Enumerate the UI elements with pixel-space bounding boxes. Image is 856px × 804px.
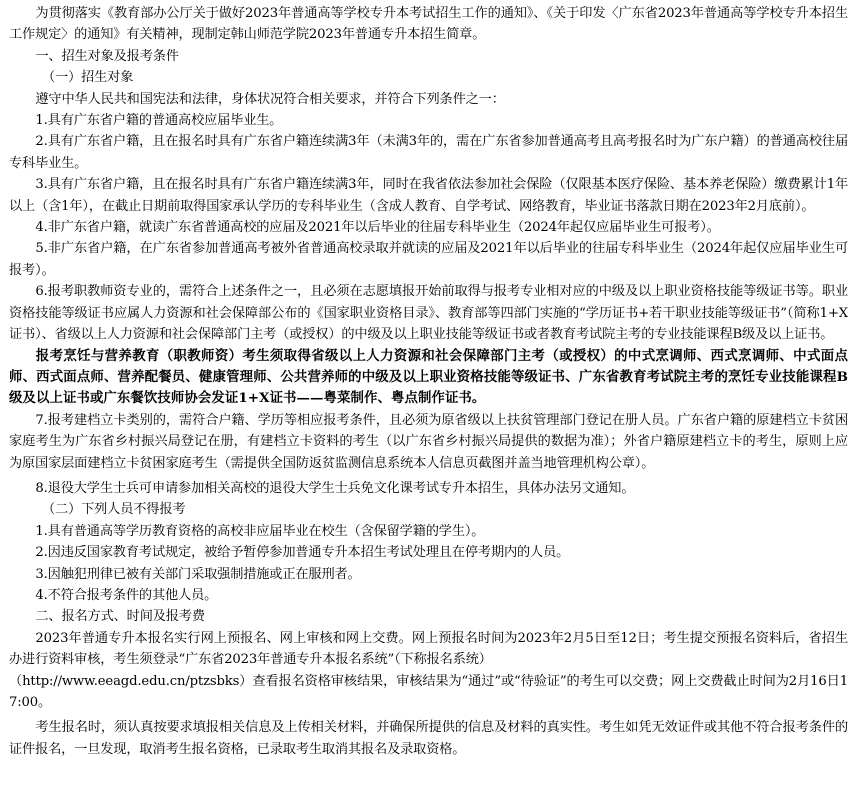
condition-item: 2.具有广东省户籍，且在报名时具有广东省户籍连续满3年（未满3年的，需在广东省参加普通高考且高考报名时为广东户籍）的普通高校往届专科毕业生。 xyxy=(9,134,848,171)
condition-item: 1.具有广东省户籍的普通高校应届毕业生。 xyxy=(35,113,283,129)
culinary-requirement-paragraph: 报考烹饪与营养教育（职教师资）考生须取得省级以上人力资源和社会保障部门主考（或授权）的中式烹调师、西式烹调师、中式面点师、西式面点师、营养配餐员、健康管理师、公共营养师的中级及以上职业资格技能等级证书、广东省教育考试院主考的烹饪专业技能课程B级及以上证书或广东餐饮技师协会发证1+X证书——粤菜制作、粤点制作证书。 xyxy=(9,347,848,407)
condition-item: 4.非广东省户籍，就读广东省普通高校的应届及2021年以后毕业的往届专科毕业生（2024年起仅应届毕业生可报考）。 xyxy=(35,220,720,236)
condition-item: 7.报考建档立卡类别的，需符合户籍、学历等相应报考条件，且必须为原省级以上扶贫管理部门登记在册人员。广东省户籍的原建档立卡贫困家庭考生为广东省乡村振兴局登记在册，有建档立卡资料的考生（以广东省乡村振兴局提供的数据为准）；外省户籍原建档立卡的考生，原则上应为原国家层面建档立卡贫困家庭考生（需提供全国防返贫监测信息系统本人信息页截图并盖当地管理机构公章）。 xyxy=(9,412,848,471)
intro-paragraph: 为贯彻落实《教育部办公厅关于做好2023年普通高等学校专升本考试招生工作的通知》、《关于印发〈广东省2023年普通高等学校专升本招生工作规定〉的通知》有关精神，现制定韩山师范学院2023年普通专升本招生简章。 xyxy=(9,6,848,43)
section-heading-registration: 二、报名方式、时间及报考费 xyxy=(35,609,205,625)
exclusion-item: 2.因违反国家教育考试规定，被给予暂停参加普通专升本招生考试处理且在停考期内的人员。 xyxy=(35,545,570,561)
subsection-heading-targets: （一）招生对象 xyxy=(42,70,134,86)
exclusion-item: 1.具有普通高等学历教育资格的高校非应届毕业在校生（含保留学籍的学生）。 xyxy=(35,523,485,539)
condition-item: 3.具有广东省户籍，且在报名时具有广东省户籍连续满3年，同时在我省依法参加社会保险（仅限基本医疗保险、基本养老保险）缴费累计1年以上（含1年），在截止日期前取得国家承认学历的专科毕业生（含成人教育、自学考试、网络教育，毕业证书落款日期在2023年2月底前）。 xyxy=(9,177,848,214)
registration-paragraph: 2023年普通专升本报名实行网上预报名、网上审核和网上交费。网上预报名时间为2023年2月5日至12日；考生提交预报名资料后，省招生办进行资料审核，考生须登录“广东省2023年普通专升本报名系统”（下称报名系统） xyxy=(9,630,848,668)
subsection-heading-exclusions: （二）下列人员不得报考 xyxy=(42,502,186,518)
exclusion-item: 3.因触犯刑律已被有关部门采取强制措施或正在服刑者。 xyxy=(35,566,361,582)
condition-item: 8.退役大学生士兵可申请参加相关高校的退役大学生士兵免文化课考试专升本招生，具体办法另文通知。 xyxy=(35,480,635,496)
conditions-lead: 遵守中华人民共和国宪法和法律，身体状况符合相关要求，并符合下列条件之一： xyxy=(35,91,505,107)
section-heading-eligibility: 一、招生对象及报考条件 xyxy=(35,48,179,64)
registration-notice-paragraph: 考生报名时，须认真按要求填报相关信息及上传相关材料，并确保所提供的信息及材料的真实性。考生如凭无效证件或其他不符合报考条件的证件报名，一旦发现，取消考生报名资格，已录取考生取消其报名及录取资格。 xyxy=(9,720,848,757)
condition-item: 5.非广东省户籍，在广东省参加普通高考被外省普通高校录取并就读的应届及2021年以后毕业的往届专科毕业生（2024年起仅应届毕业生可报考）。 xyxy=(9,241,848,278)
registration-url-paragraph: （http://www.eeagd.edu.cn/ptzsbks）查看报名资格审核结果，审核结果为“通过”或“待验证”的考生可以交费；网上交费截止时间为2月16日17:00。 xyxy=(9,673,848,710)
exclusion-item: 4.不符合报考条件的其他人员。 xyxy=(35,587,218,603)
condition-item: 6.报考职教师资专业的，需符合上述条件之一，且必须在志愿填报开始前取得与报考专业相对应的中级及以上职业资格技能等级证书等。职业资格技能等级证书应属人力资源和社会保障部公布的《国家职业资格目录》、教育部等四部门实施的“学历证书+若干职业技能等级证书”（简称1+X证书）、省级以上人力资源和社会保障部门主考（或授权）的中级及以上职业技能等级证书或者教育考试院主考的专业技能课程B级及以上证书。 xyxy=(9,284,848,343)
